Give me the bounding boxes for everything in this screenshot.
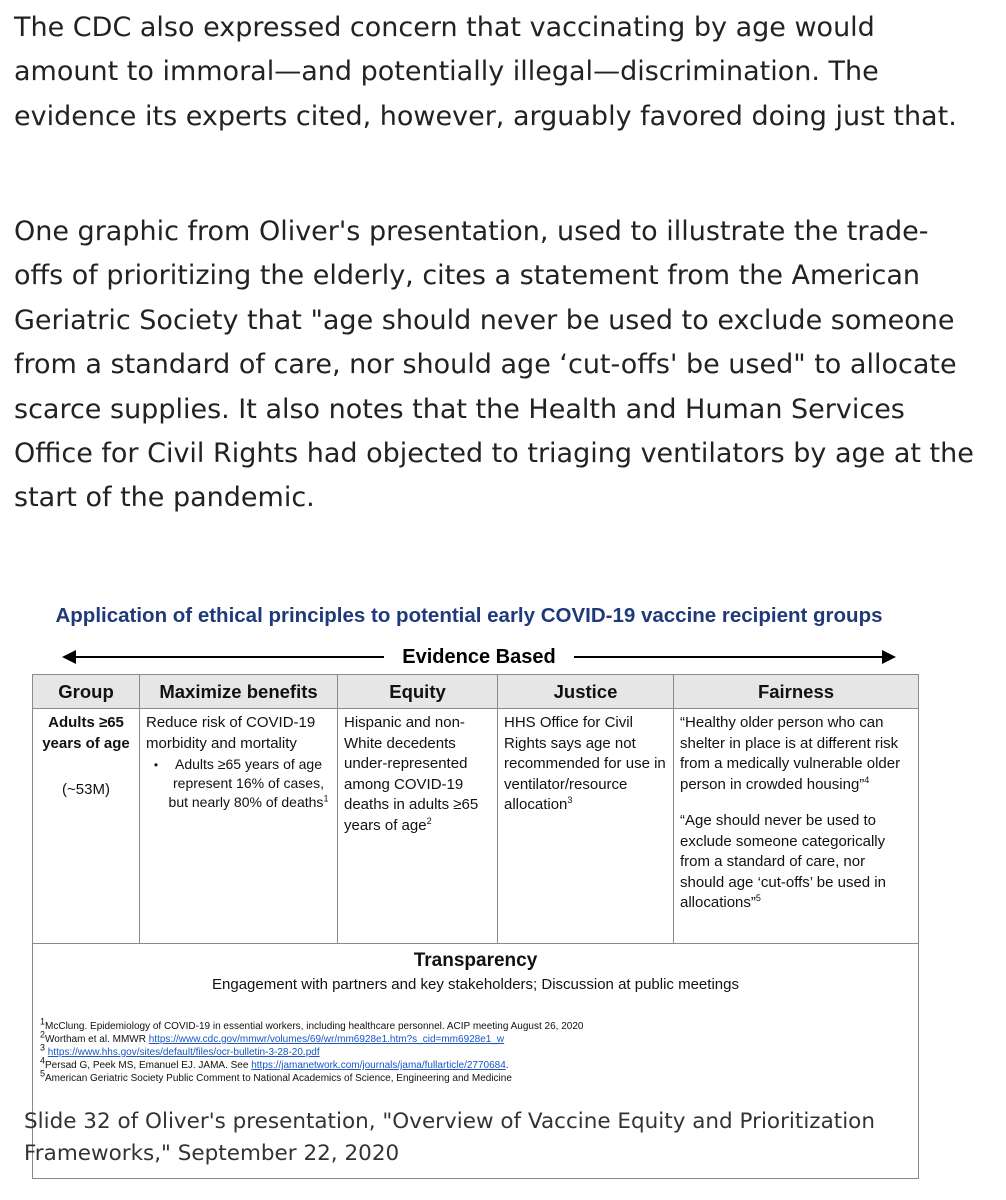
header-equity: Equity	[338, 675, 498, 709]
group-count: (~53M)	[62, 781, 110, 798]
arrow-line-right	[574, 656, 884, 658]
footnote-ref-2: 2	[426, 815, 432, 826]
footnote-1: $^1$McClung. Epidemiology of COVID-19 in essential workers, including healthcare personnel. ACIP meeting August 26, 2020	[40, 1016, 584, 1032]
equity-text: Hispanic and non-White decedents under-represented among COVID-19 deaths in adults ≥65 years of age	[344, 714, 479, 834]
article-paragraph-2: One graphic from Oliver's presentation, used to illustrate the trade-offs of prioritizing the elderly, cites a statement from the American Geriatric Society that "age should never be used to exclude someone from a standard of care, nor should age ‘cut-offs' be used" to allocate scarce supplies. It also notes that the Health and Human Services Office for Civil Rights had objected to triaging ventilators by age at the start of the pandemic.	[14, 216, 974, 514]
benefits-cell	[140, 709, 338, 944]
footnote-ref-3: 3	[567, 795, 573, 805]
evidence-based-label: Evidence Based	[402, 646, 556, 668]
benefits-bullet	[146, 755, 331, 812]
justice-cell	[498, 709, 674, 944]
arrow-line-left	[74, 656, 384, 658]
header-group: Group	[33, 675, 140, 709]
fairness-quote-1: “Healthy older person who can shelter in place is at different risk from a medically vulnerable older person in crowded housing”	[680, 714, 901, 793]
footnote-4: $^4$Persad G, Peek MS, Emanuel EJ. JAMA. See https://jamanetwork.com/journals/jama/fullarticle/2770684.	[40, 1055, 509, 1071]
footnote-2-link[interactable]: https://www.cdc.gov/mmwr/volumes/69/wr/mm6928e1.htm?s_cid=mm6928e1_w	[148, 1034, 505, 1045]
table-row	[33, 709, 919, 944]
evidence-based-arrow	[62, 645, 896, 669]
footnote-ref-4: 4	[864, 774, 870, 785]
benefits-text: Reduce risk of COVID-19 morbidity and mortality	[146, 714, 316, 752]
header-fairness: Fairness	[674, 675, 919, 709]
benefits-bullet-text: Adults ≥65 years of age represent 16% of cases, but nearly 80% of deaths	[168, 756, 324, 810]
slide-image	[0, 590, 1006, 1100]
arrow-right-icon	[882, 650, 896, 664]
transparency-title: Transparency	[413, 950, 538, 971]
footnote-4-link[interactable]: https://jamanetwork.com/journals/jama/fullarticle/2770684	[251, 1060, 506, 1071]
group-cell	[33, 709, 140, 944]
group-name: Adults ≥65 years of age	[42, 714, 130, 752]
footnote-3-link[interactable]: https://www.hhs.gov/sites/default/files/ocr-bulletin-3-28-20.pdf	[47, 1047, 320, 1058]
footnote-5: $^5$American Geriatric Society Public Comment to National Academics of Science, Engineering and Medicine	[40, 1068, 512, 1084]
equity-cell	[338, 709, 498, 944]
header-justice: Justice	[498, 675, 674, 709]
bullet-icon: •	[153, 758, 159, 772]
transparency-text: Engagement with partners and key stakeholders; Discussion at public meetings	[212, 976, 739, 993]
slide-title: Application of ethical principles to potential early COVID-19 vaccine recipient groups	[55, 604, 883, 627]
footnote-2: $^2$Wortham et al. MMWR https://www.cdc.gov/mmwr/volumes/69/wr/mm6928e1.htm?s_cid=mm6928e1_w	[40, 1029, 505, 1045]
fairness-quote-2: “Age should never be used to exclude someone categorically from a standard of care, nor should age ‘cut-offs’ be used in allocations”	[680, 812, 886, 911]
header-maximize-benefits: Maximize benefits	[140, 675, 338, 709]
footnote-ref-1: 1	[323, 793, 329, 804]
justice-text: HHS Office for Civil Rights says age not recommended for use in ventilator/resource allocation	[504, 714, 666, 813]
footnote-3: $^3$ https://www.hhs.gov/sites/default/files/ocr-bulletin-3-28-20.pdf	[40, 1042, 320, 1058]
footnotes	[40, 1016, 800, 1085]
image-caption: Slide 32 of Oliver's presentation, "Overview of Vaccine Equity and Prioritization Frameworks," September 22, 2020	[24, 1109, 875, 1166]
fairness-cell	[674, 709, 919, 944]
table-header-row	[33, 675, 919, 709]
principles-table	[32, 674, 919, 1179]
article-paragraph-1: The CDC also expressed concern that vaccinating by age would amount to immoral—and potentially illegal—discrimination. The evidence its experts cited, however, arguably favored doing just that.	[14, 12, 957, 132]
footnote-ref-5: 5	[755, 893, 761, 903]
